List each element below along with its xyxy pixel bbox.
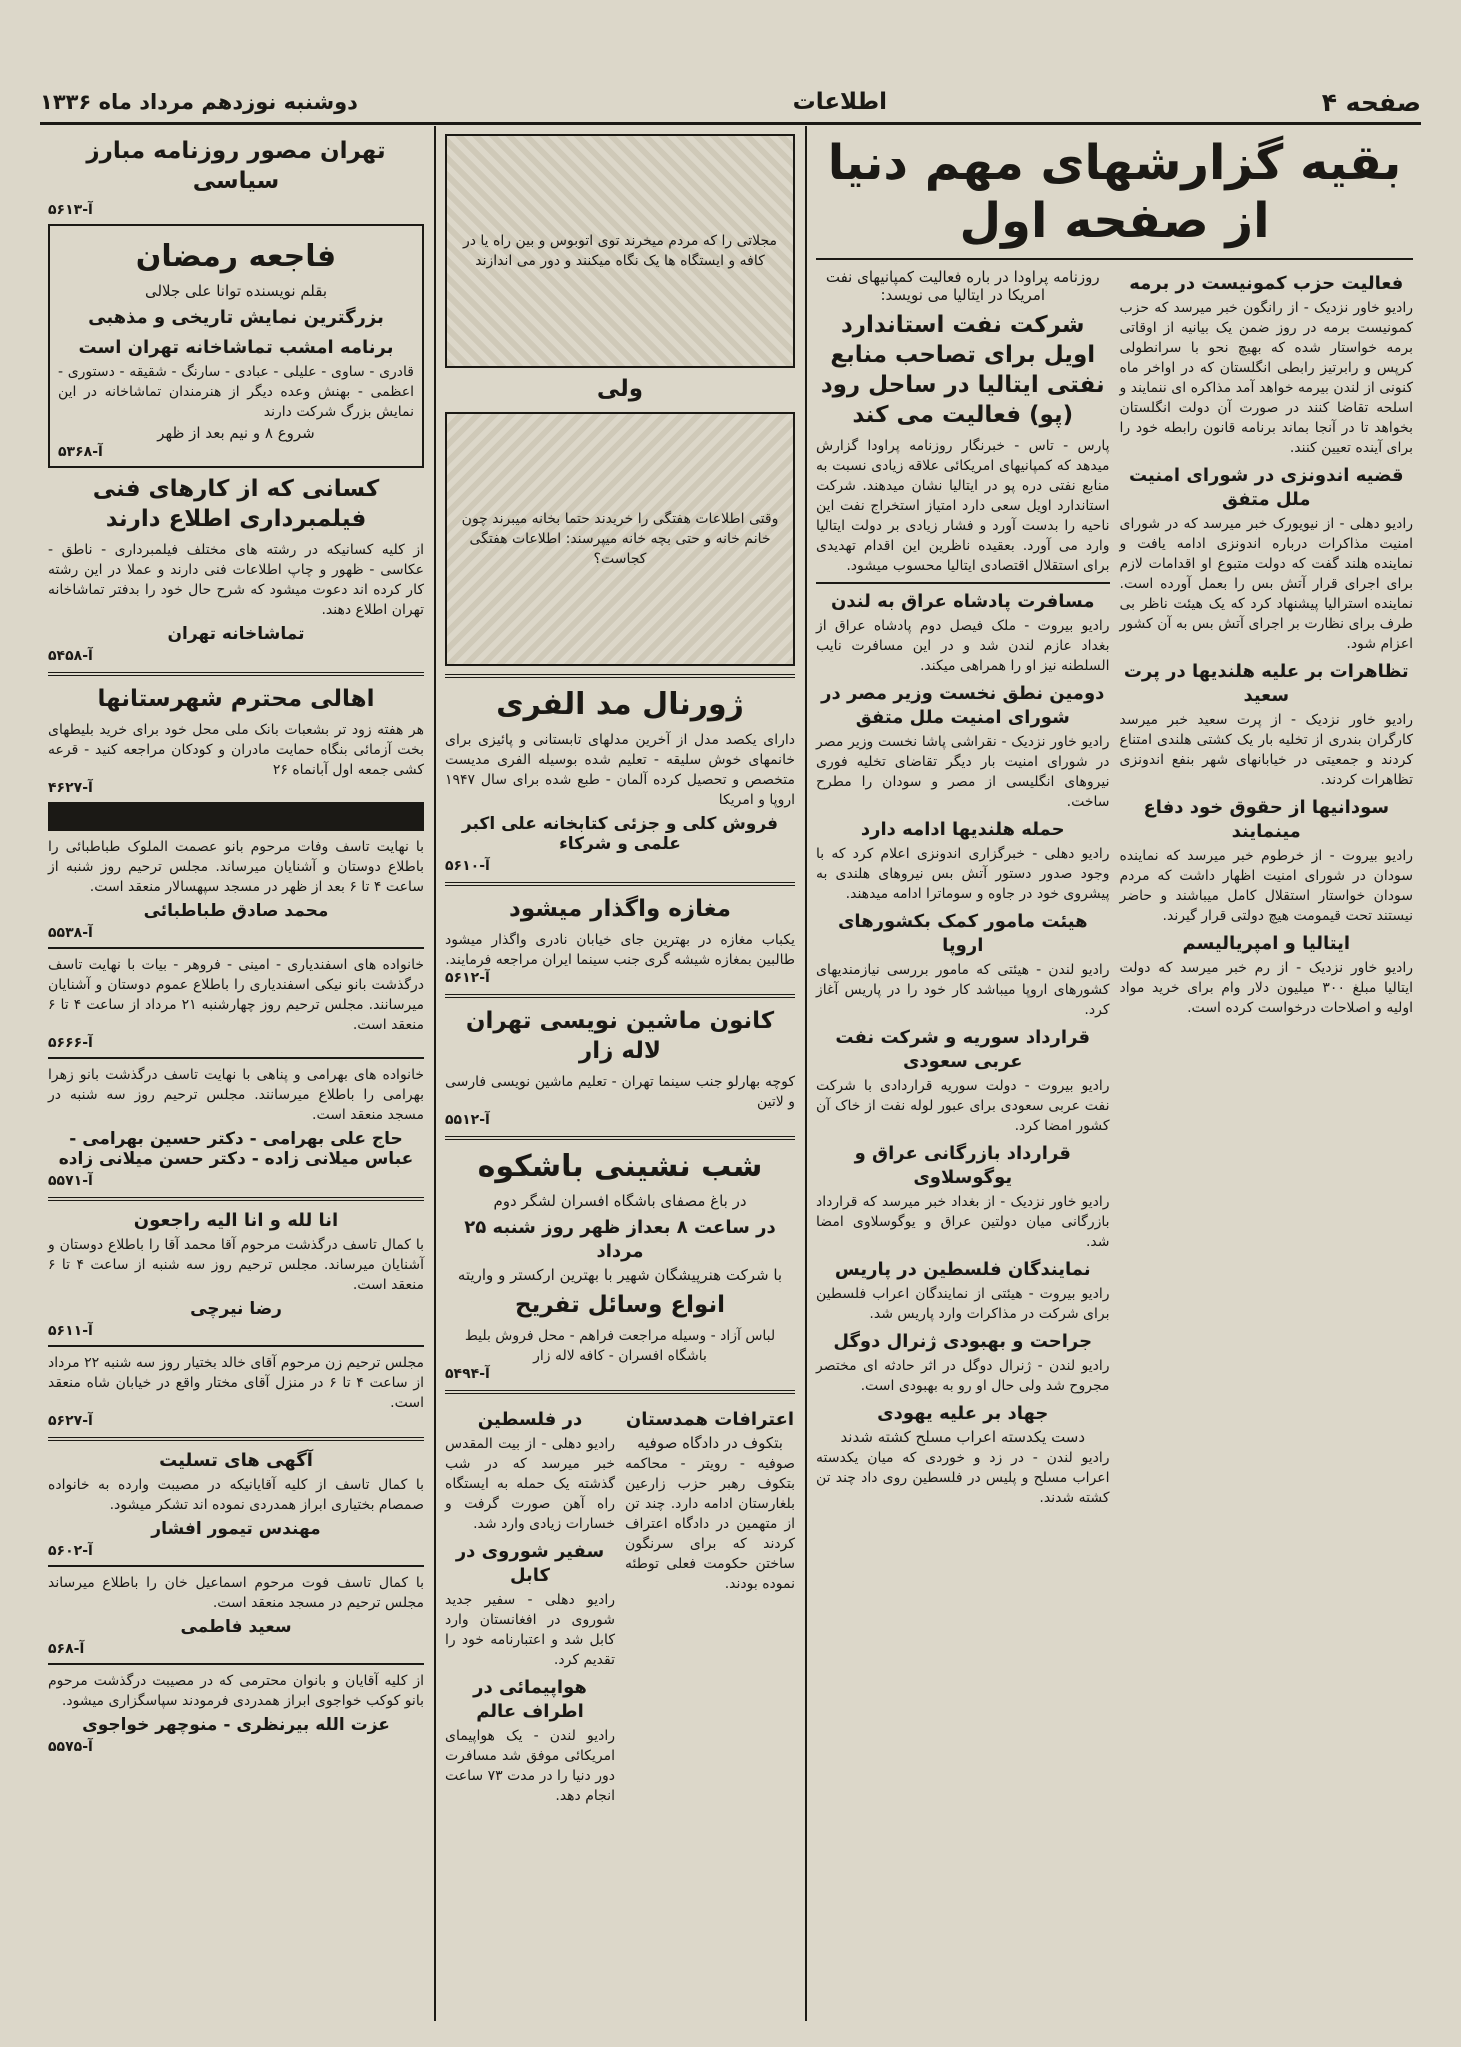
obituary-signature: رضا نیرچی xyxy=(190,1299,282,1319)
phone-number: آ-۵۵۷۵ xyxy=(48,1739,93,1755)
section-title: حمله هلندیها ادامه دارد xyxy=(860,819,1065,840)
section-body: رادیو بیروت - هیئتی از نمایندگان اعراب فلسطین برای شرکت در مذاکرات وارد پاریس شد. xyxy=(816,1286,1110,1322)
ramadan-title: فاجعه رمضان xyxy=(135,239,337,274)
section-title: قضیه اندونزی در شورای امنیت ملل متفق xyxy=(1129,465,1404,510)
section-title: قرارداد بازرگانی عراق و یوگوسلاوی xyxy=(854,1143,1071,1188)
condolence-body: با کمال تاسف از کلیه آقایانیکه در مصیبت وارده به خانواده صمصام بختیاری ابراز همدردی نموده اند تشکر میشود. xyxy=(48,1477,424,1513)
phone-number: آ-۵۶۱۱ xyxy=(48,1323,93,1339)
phone-number: آ-۵۶۸ xyxy=(48,1641,85,1657)
section-body: رادیو خاور نزدیک - از بغداد خبر میرسد که قرارداد بازرگانی میان دولتین عراق و یوگوسلاوی امضا شد. xyxy=(816,1194,1110,1250)
section-title: ایتالیا و امپریالیسم xyxy=(1182,933,1351,954)
cartoon-reader xyxy=(445,412,795,666)
issue-date: دوشنبه نوزدهم مرداد ماه ۱۳۳۶ xyxy=(40,90,358,114)
article-body: پارس - تاس - خبرنگار روزنامه پراودا گزارش میدهد که کمپانیهای امریکائی علاقه زیادی نسبت به منابع نفتی دره پو در ایتالیا نشان میدهند. شرکت استاندارد اویل سعی دارد امتیاز استخراج نفت این ناحیه را بدست آورد و فشار زیادی بر دولت ایتالیا وارد می آورد. بعقیده ناظرین این اقدام تهدیدی برای استقلال اقتصادی ایتالیا محسوب میشود. xyxy=(816,438,1110,574)
section-body: رادیو بیروت - از خرطوم خبر میرسد که نماینده سودان در شورای امنیت اظهار داشت که مردم سودان خواستار استقلال کامل میباشند و حاضر نیستند تحت قیمومت هیچ دولتی قرار گیرند. xyxy=(1119,848,1413,924)
section-subtitle: بتکوف در دادگاه صوفیه xyxy=(637,1434,783,1452)
section-title: اعترافات همدستان xyxy=(625,1409,795,1430)
party-ad-venue: در باغ مصفای باشگاه افسران لشگر دوم xyxy=(493,1192,747,1210)
news-subcolumn-left xyxy=(816,266,1110,1508)
phone-number: آ-۵۴۵۸ xyxy=(48,648,93,664)
section-title: تظاهرات بر علیه هلندیها در پرت سعید xyxy=(1123,661,1409,706)
ramadan-author: بقلم نویسنده توانا علی جلالی xyxy=(144,282,328,300)
film-ad-body: از کلیه کسانیکه در رشته های مختلف فیلمبرداری - ناطق - عکاسی - ظهور و چاپ اطلاعات فنی دارند و عملا در این رشته کار کرده اند دعوت میشود که شرح حال خود را بدفتر تماشاخانه تهران اطلاع دهند. xyxy=(48,542,424,618)
phone-number: آ-۵۵۱۲ xyxy=(445,1112,490,1128)
phone-number: آ-۵۵۳۸ xyxy=(48,925,93,941)
phone-number: آ-۵۴۹۴ xyxy=(445,1366,490,1382)
lottery-ad-body: هر هفته زود تر بشعبات بانک ملی محل خود برای خرید بلیطهای بخت آزمائی بنگاه حمایت مادران و کودکان مراجعه کنید - قرعه کشی جمعه اول آبانماه ۲۶ xyxy=(48,722,424,778)
thanks-notice: از کلیه آقایان و بانوان محترمی که در مصیبت درگذشت مرحوم بانو کوکب خواجوی ابراز همدردی فرمودند سپاسگزاری میشود. xyxy=(48,1673,424,1709)
cartoon-caption: مجلاتی را که مردم میخرند توی اتوبوس و بین راه یا در کافه و ایستگاه ها یک نگاه میکنند و دور می اندازند xyxy=(462,233,778,269)
section-body: رادیو بیروت - دولت سوریه قراردادی با شرکت نفت عربی سعودی برای عبور لوله نفت از خاک آن کشور امضا کرد. xyxy=(816,1078,1110,1134)
section-title: هیئت مامور کمک بکشورهای اروپا xyxy=(837,911,1088,956)
main-headline: بقیه گزارشهای مهم دنیا از صفحه اول xyxy=(827,135,1402,249)
film-ad-title: کسانی که از کارهای فنی فیلمبرداری اطلاع دارند xyxy=(92,476,380,532)
section-title: دومین نطق نخست وزیر مصر در شورای امنیت ملل متفق xyxy=(821,683,1105,728)
article-headline: شرکت نفت استاندارد اویل برای تصاحب منابع نفتی ایتالیا در ساحل رود (پو) فعالیت می کند xyxy=(820,312,1105,428)
party-ad-fun: انواع وسائل تفریح xyxy=(515,1292,725,1318)
section-title: قرارداد سوریه و شرکت نفت عربی سعودی xyxy=(835,1027,1091,1072)
party-ad-tickets: لباس آزاد - وسیله مراجعت فراهم - محل فروش بلیط باشگاه افسران - کافه لاله زار xyxy=(464,1328,776,1364)
section-body: رادیو دهلی - از نیویورک خبر میرسد که در شورای امنیت مذاکرات درباره اندونزی ادامه یافت و نماینده هلند گفت که دولت متبوع او اقدامات لازم برای اجرای قرار آتش بس را بعمل آورده است. نماینده استرالیا پیشنهاد کرد که یک هیئت ناظر بی طرف برای نظارت بر اجرای آتش بس به آن کشور اعزام شود. xyxy=(1119,516,1413,652)
film-ad-org: تماشاخانه تهران xyxy=(167,624,305,644)
ramadan-tagline: بزرگترین نمایش تاریخی و مذهبی xyxy=(88,307,384,328)
journal-ad-body: دارای یکصد مدل از آخرین مدلهای تابستانی و پائیزی برای خانمهای خوش سلیقه - تعلیم شده بوسیله الفری مدیست متخصص و تحصیل کرده آلمان - طبع شده برای سال ۱۹۴۷ اروپا و امریکا xyxy=(445,732,795,808)
section-title: جراحت و بهبودی ژنرال دوگل xyxy=(833,1331,1093,1352)
kanoon-ad-body: کوچه بهارلو جنب سینما تهران - تعلیم ماشین نویسی فارسی و لاتین xyxy=(445,1074,795,1110)
journal-ad-seller: فروش کلی و جزئی کتابخانه علی اکبر علمی و شرکاء xyxy=(461,814,779,854)
section-body: رادیو دهلی - از بیت المقدس خبر میرسد که در شب گذشته یک حمله به ایستگاه راه آهن صورت گرفت و خسارات زیادی وارد شد. xyxy=(445,1436,615,1532)
ads-column-left xyxy=(40,126,432,2021)
section-title: فعالیت حزب کمونیست در برمه xyxy=(1129,273,1404,294)
section-title: نمایندگان فلسطین در پاریس xyxy=(834,1259,1091,1280)
section-body: صوفیه - رویتر - محاکمه بتکوف رهبر حزب زارعین بلغارستان ادامه دارد. چند تن از متهمین در دادگاه اعتراف کردند که برای سرنگون ساختن حکومت فعلی توطئه نموده بودند. xyxy=(625,1456,795,1592)
condolence-title: آگهی های تسلیت xyxy=(159,1450,313,1471)
phone-number: آ-۵۶۱۳ xyxy=(48,202,93,218)
party-ad-music: با شرکت هنرپیشگان شهیر با بهترین ارکستر و واریته xyxy=(457,1266,783,1284)
section-body: رادیو خاور نزدیک - از پرت سعید خبر میرسد کارگران بندری از تخلیه بار یک کشتی هلندی امتناع کردند و جمعیتی در خیابانهای شهر بنفع اندونزی تظاهرات کردند. xyxy=(1119,712,1413,788)
column-rule xyxy=(434,126,436,2021)
cartoon-connector: ولی xyxy=(596,376,644,402)
mini-news-left xyxy=(445,1402,615,1806)
lottery-ad-title: اهالی محترم شهرستانها xyxy=(97,686,375,712)
page-header xyxy=(40,82,1421,125)
phone-number: آ-۵۶۰۲ xyxy=(48,1543,93,1559)
section-body: رادیو دهلی - خبرگزاری اندونزی اعلام کرد که با وجود صدور دستور آتش بس نیروهای هلندی به پیشروی خود در جاوه و سوماترا ادامه میدهند. xyxy=(816,846,1110,902)
obituary: خانواده های بهرامی و پناهی با نهایت تاسف درگذشت بانو زهرا بهرامی را باطلاع میرسانند. مجلس ترحیم روز سه شنبه در مسجد منعقد است. xyxy=(48,1067,424,1123)
phone-number: آ-۵۶۲۷ xyxy=(48,1413,93,1429)
section-body: رادیو خاور نزدیک - نقراشی پاشا نخست وزیر مصر در شورای امنیت بار دیگر تقاضای تخلیه فوری نیروهای انگلیسی از مصر و سودان را مطرح ساخت. xyxy=(816,734,1110,810)
section-body: رادیو لندن - هیئتی که مامور بررسی نیازمندیهای کشورهای اروپا میباشد کار خود را در پاریس آغاز کرد. xyxy=(816,962,1110,1018)
section-title: سودانیها از حقوق خود دفاع مینمایند xyxy=(1143,797,1390,842)
phone-number: آ-۵۳۶۸ xyxy=(58,444,103,460)
obituary: خانواده های اسفندیاری - امینی - فروهر - بیات با نهایت تاسف درگذشت بانو نیکی اسفندیاری را باطلاع عموم دوستان و آشنایان میرسانند. مجلس ترحیم روز چهارشنبه ۲۱ مرداد از ساعت ۴ تا ۶ منعقد است. xyxy=(48,957,424,1033)
ramadan-cast: قادری - ساوی - علیلی - عبادی - سارنگ - شقیقه - دستوری - اعظمی - بهنش وعده دیگر از هنرمندان تماشاخانه در این نمایش بزرگ شرکت دارند xyxy=(58,364,414,420)
news-subcolumn-right xyxy=(1120,266,1414,1508)
ads-column-middle xyxy=(437,126,803,2021)
phone-number: آ-۵۶۶۶ xyxy=(48,1035,93,1051)
party-ad-date: در ساعت ۸ بعداز ظهر روز شنبه ۲۵ مرداد xyxy=(464,1217,776,1262)
phone-number: آ-۵۶۱۲ xyxy=(445,970,490,986)
phone-number: آ-۵۶۱۰ xyxy=(445,858,490,874)
condolence-signature: مهندس تیمور افشار xyxy=(151,1519,321,1539)
memorial-notice: مجلس ترحیم زن مرحوم آقای خالد بختیار روز سه شنبه ۲۲ مرداد از ساعت ۴ تا ۶ در منزل آقای مختار واقع در خیابان شاه منعقد است. xyxy=(48,1355,424,1411)
mini-news-right xyxy=(625,1402,795,1806)
section-body: رادیو لندن - ژنرال دوگل در اثر حادثه ای مختصر مجروح شد ولی حال او رو به بهبودی است. xyxy=(816,1358,1110,1394)
section-subtitle: دست یکدسته اعراب مسلح کشته شدند xyxy=(840,1428,1086,1446)
section-title: مسافرت پادشاه عراق به لندن xyxy=(831,591,1095,612)
shop-ad-body: یکباب مغازه در بهترین جای خیابان نادری واگذار میشود طالبین بمغازه شیشه گری جنب سینما ایران مراجعه فرمایند. xyxy=(445,932,795,968)
section-body: رادیو خاور نزدیک - از رانگون خبر میرسد که حزب کمونیست برمه در روز ضمن یک بیانیه از اوقاتی برمه خواستار شده که بهیچ نحو با سرانطولی کرپس و رابرتیز رابطی انگلستان که در اواخر ماه کنونی از لندن بیرمه خواهد آمد مذاکره ای ننمایند و اسلحه تقاضا کنند در صورت آن دولت انگلستان بخواهد تا در آنجا بماند برنامه قانون رابطه خود را برای آینده تعیین کنند. xyxy=(1119,300,1413,456)
shop-ad-title: مغازه واگذار میشود xyxy=(509,896,731,922)
obituary-signature: حاج علی بهرامی - دکتر حسین بهرامی - عباس میلانی زاده - دکتر حسن میلانی زاده xyxy=(58,1129,414,1169)
section-title: در فلسطین xyxy=(477,1409,583,1430)
phone-number: آ-۵۵۷۱ xyxy=(48,1173,93,1189)
ramadan-time: شروع ۸ و نیم بعد از ظهر xyxy=(157,424,315,442)
section-body: رادیو دهلی - سفیر جدید شوروی در افغانستان وارد کابل شد و اعتبارنامه خود را تقدیم کرد. xyxy=(445,1592,615,1668)
obituary-signature: محمد صادق طباطبائی xyxy=(143,901,329,921)
party-ad-title: شب نشینی باشکوه xyxy=(477,1149,763,1184)
tehran-title: تهران مصور روزنامه مبارز سیاسی xyxy=(86,138,386,194)
obituary-signature: سعید فاطمی xyxy=(180,1617,292,1637)
ramadan-program: برنامه امشب تماشاخانه تهران است xyxy=(78,337,394,358)
inna-title: انا لله و انا الیه راجعون xyxy=(133,1210,339,1231)
kanoon-ad-title: کانون ماشین نویسی تهران لاله زار xyxy=(465,1008,775,1064)
journal-ad-title: ژورنال مد الفری xyxy=(496,687,744,722)
section-body: رادیو بیروت - ملک فیصل دوم پادشاه عراق از بغداد عازم لندن شد و در این مسافرت نایب السلطنه نیز او را همراهی میکند. xyxy=(816,618,1110,674)
cartoon-caption: وقتی اطلاعات هفتگی را خریدند حتما بخانه میبرند چون خانم خانه و حتی بچه خانه میپرسند: اطلاعات هفتگی کجاست؟ xyxy=(461,511,779,567)
obituary: با نهایت تاسف وفات مرحوم بانو عصمت الملوک طباطبائی را باطلاع دوستان و آشنایان میرساند. مجلس ترحیم روز شنبه از ساعت ۴ تا ۶ بعد از ظهر در مسجد سپهسالار منعقد است. xyxy=(48,839,424,895)
obituary: با کمال تاسف درگذشت مرحوم آقا محمد آقا را باطلاع دوستان و آشنایان میرساند. مجلس ترحیم روز سه شنبه از ساعت ۴ تا ۶ منعقد است. xyxy=(48,1237,424,1293)
black-divider xyxy=(48,802,424,831)
section-body: رادیو لندن - یک هواپیمای امریکائی موفق شد مسافرت دور دنیا را در مدت ۷۳ ساعت انجام دهد. xyxy=(445,1728,615,1804)
news-column xyxy=(808,126,1421,2021)
page-number: صفحه ۴ xyxy=(1321,87,1421,117)
thanks-signature: عزت الله بیرنظری - منوچهر خواجوی xyxy=(82,1715,390,1735)
paper-name: اطلاعات xyxy=(792,89,888,115)
section-title: هواپیمائی در اطراف عالم xyxy=(473,1677,587,1722)
cartoon-newsstand xyxy=(445,134,795,368)
ramadan-ad xyxy=(48,224,424,468)
obituary: با کمال تاسف فوت مرحوم اسماعیل خان را باطلاع میرساند مجلس ترحیم در مسجد منعقد است. xyxy=(48,1575,424,1611)
phone-number: آ-۴۶۲۷ xyxy=(48,780,93,796)
section-title: جهاد بر علیه یهودی xyxy=(877,1403,1049,1424)
section-title: سفیر شوروی در کابل xyxy=(455,1541,605,1586)
section-body: رادیو لندن - در زد و خوردی که میان یکدسته اعراب مسلح و پلیس در فلسطین روی داد چند تن کشته شدند. xyxy=(816,1450,1110,1506)
column-rule xyxy=(805,126,807,2021)
section-body: رادیو خاور نزدیک - از رم خبر میرسد که دولت ایتالیا مبلغ ۳۰۰ میلیون دلار وام برای خرید مواد اولیه و اصلاحات درخواست کرده است. xyxy=(1119,960,1413,1016)
article-kicker: روزنامه پراودا در باره فعالیت کمپانیهای نفت امریکا در ایتالیا می نویسد: xyxy=(825,268,1100,304)
